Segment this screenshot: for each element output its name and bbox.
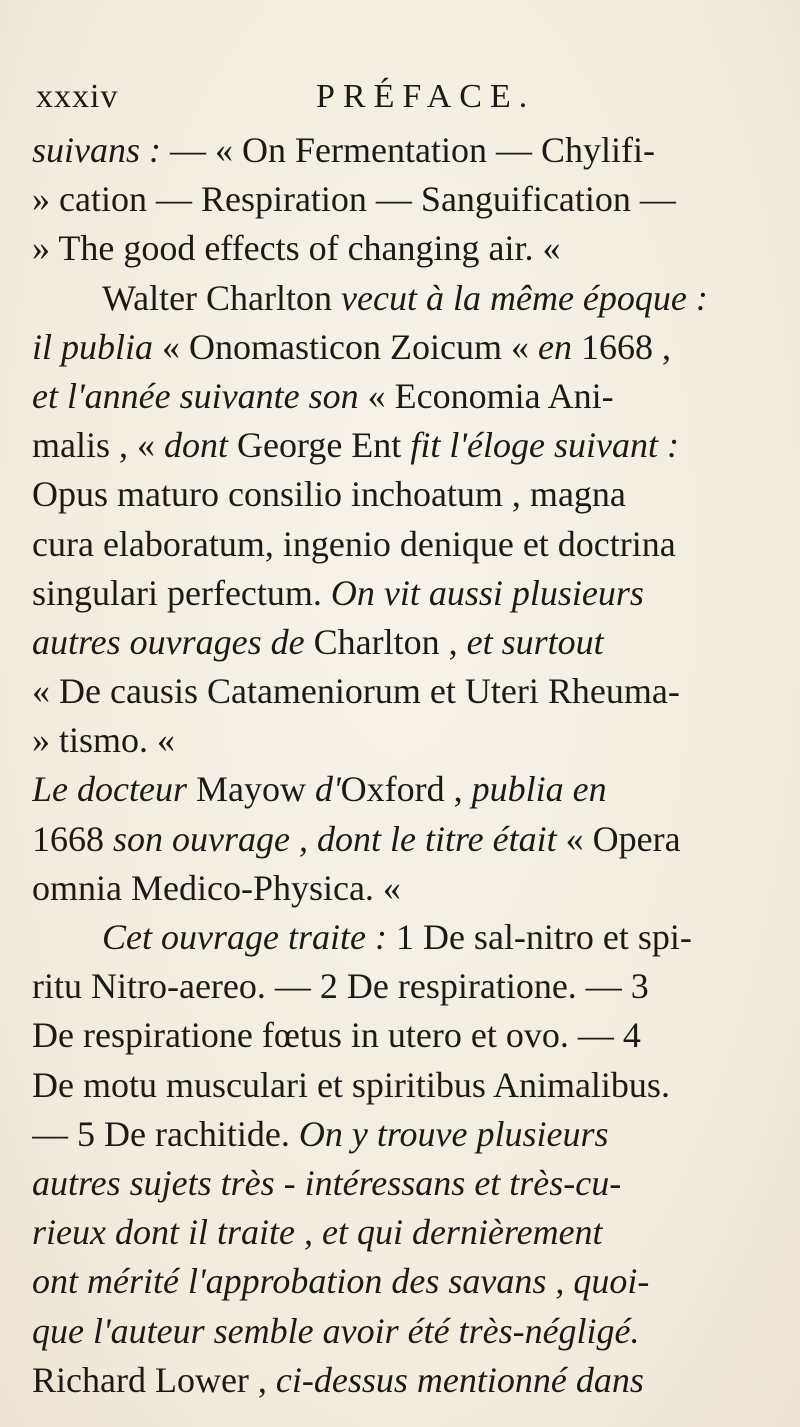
text-line [32,470,776,519]
roman-text: 1668 [32,818,113,859]
italic-text: rieux dont il traite , et qui dernièrement [32,1212,603,1253]
text-line [32,1307,776,1356]
roman-text: « Onomasticon Zoicum « [153,326,538,367]
text-line [32,667,776,716]
italic-text: ont mérité l'approbation des savans , quoi- [32,1261,650,1302]
text-line [32,962,776,1011]
text-line [32,1110,776,1159]
italic-text: autres sujets très - intéressans et très-cu- [32,1162,622,1203]
roman-text: ritu Nitro-aereo. — 2 De respiratione. — 3 [32,966,649,1007]
text-line [32,618,776,667]
italic-text: autres ouvrages de [32,621,305,662]
roman-text: Richard Lower , [32,1359,276,1400]
roman-text: Walter Charlton [102,277,342,318]
text-line [32,126,776,175]
italic-text: vecut à la même époque : [341,277,708,318]
text-line [32,175,776,224]
text-line [32,520,776,569]
text-line [32,1011,776,1060]
italic-text: suivans : [32,130,161,170]
running-title: PRÉFACE. [316,78,536,115]
text-line [32,323,776,372]
text-line [32,864,776,913]
roman-text: George Ent [228,425,411,466]
text-line [32,569,776,618]
text-line [32,274,776,323]
roman-text: « Economia Ani- [358,375,614,416]
roman-text: » cation — Respiration — Sanguification — [32,179,676,220]
text-line [32,1208,776,1257]
roman-text: « De causis Catameniorum et Uteri Rheuma- [32,671,680,712]
roman-text: — 5 De rachitide. [32,1113,299,1154]
italic-text: d' [314,769,341,810]
roman-text: Opus maturo consilio inchoatum , magna [32,474,626,515]
roman-text: De respiratione fœtus in utero et ovo. — 4 [32,1015,641,1056]
italic-text: fit l'éloge suivant : [410,425,679,466]
page-number: xxxiv [36,78,119,115]
text-line [32,1257,776,1306]
roman-text: 1668 , [571,326,671,367]
italic-text: en [537,326,572,367]
italic-text: ci-dessus mentionné dans [275,1359,644,1400]
roman-text: « Opera [556,818,681,859]
roman-text: » The good effects of changing air. « [32,228,561,269]
roman-text: 1 De sal-nitro et spi- [386,917,692,957]
body-text [32,126,776,1405]
italic-text: son ouvrage , dont le titre était [113,818,557,859]
italic-text: et l'année suivante son [32,375,359,416]
roman-text: singulari perfectum. [32,572,331,613]
roman-text: Charlton , [304,621,467,662]
text-line [32,1356,776,1405]
roman-text: De motu musculari et spiritibus Animalibus. [32,1064,670,1105]
text-line [32,716,776,765]
italic-text: dont [164,425,229,466]
text-line [32,913,776,962]
text-line [32,1159,776,1208]
italic-text: Cet ouvrage traite : [102,917,387,957]
roman-text: — « On Fermentation — Chylifi- [161,130,655,170]
italic-text: il publia [32,326,154,367]
roman-text: omnia Medico-Physica. « [32,867,401,908]
text-line [32,765,776,814]
roman-text: Oxford , [340,769,472,810]
italic-text: que l'auteur semble avoir été très-négligé. [32,1310,640,1351]
roman-text: cura elaboratum, ingenio denique et doctrina [32,523,676,564]
italic-text: publia en [471,769,607,810]
roman-text: » tismo. « [32,720,176,761]
roman-text: Mayow [186,769,315,810]
page-header [36,78,776,122]
text-line [32,224,776,273]
italic-text: On y trouve plusieurs [298,1113,609,1154]
text-line [32,421,776,470]
italic-text: Le docteur [32,769,187,810]
text-line [32,815,776,864]
text-line [32,1061,776,1110]
italic-text: et surtout [466,621,604,662]
roman-text: malis , « [32,425,164,466]
italic-text: On vit aussi plusieurs [330,572,644,613]
text-line [32,372,776,421]
